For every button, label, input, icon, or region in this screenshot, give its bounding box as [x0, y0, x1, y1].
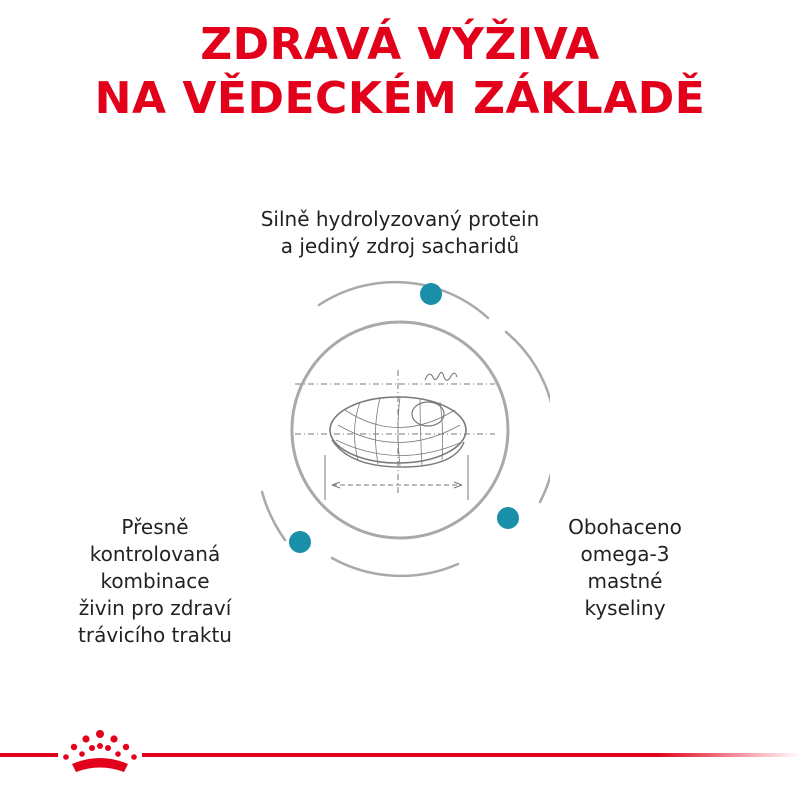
feature-protein-line-1: Silně hydrolyzovaný protein: [260, 207, 540, 231]
feature-omega3-line-2: omega-3: [580, 542, 670, 566]
feature-omega3-line-4: kyseliny: [584, 596, 666, 620]
inner-ring: [292, 322, 508, 538]
crown-logo-icon: [58, 728, 142, 778]
feature-nutrient-balance: [40, 514, 270, 649]
feature-omega3-line-3: mastné: [587, 569, 663, 593]
feature-omega3-line-1: Obohaceno: [568, 515, 682, 539]
teal-dot-icon: [497, 507, 519, 529]
feature-nutrient-line-3: kombinace: [100, 569, 210, 593]
feature-nutrient-line-2: kontrolovaná: [89, 542, 221, 566]
teal-dot-icon: [289, 531, 311, 553]
footer-line-right: [142, 753, 800, 757]
headline-line-2: NA VĚDECKÉM ZÁKLADĚ: [94, 73, 706, 124]
headline-line-1: ZDRAVÁ VÝŽIVA: [200, 19, 600, 70]
feature-nutrient-line-1: Přesně: [121, 515, 189, 539]
feature-protein-line-2: a jediný zdroj sacharidů: [280, 234, 520, 258]
feature-omega3: [540, 514, 710, 622]
footer-line-left: [0, 753, 58, 757]
teal-dot-icon: [420, 283, 442, 305]
kibble-diagram: [250, 270, 550, 590]
feature-nutrient-line-5: trávicího traktu: [78, 623, 232, 647]
kibble-sketch-icon: [295, 370, 495, 500]
headline: [0, 18, 800, 126]
feature-nutrient-line-4: živin pro zdraví: [78, 596, 232, 620]
feature-protein: [200, 206, 600, 260]
